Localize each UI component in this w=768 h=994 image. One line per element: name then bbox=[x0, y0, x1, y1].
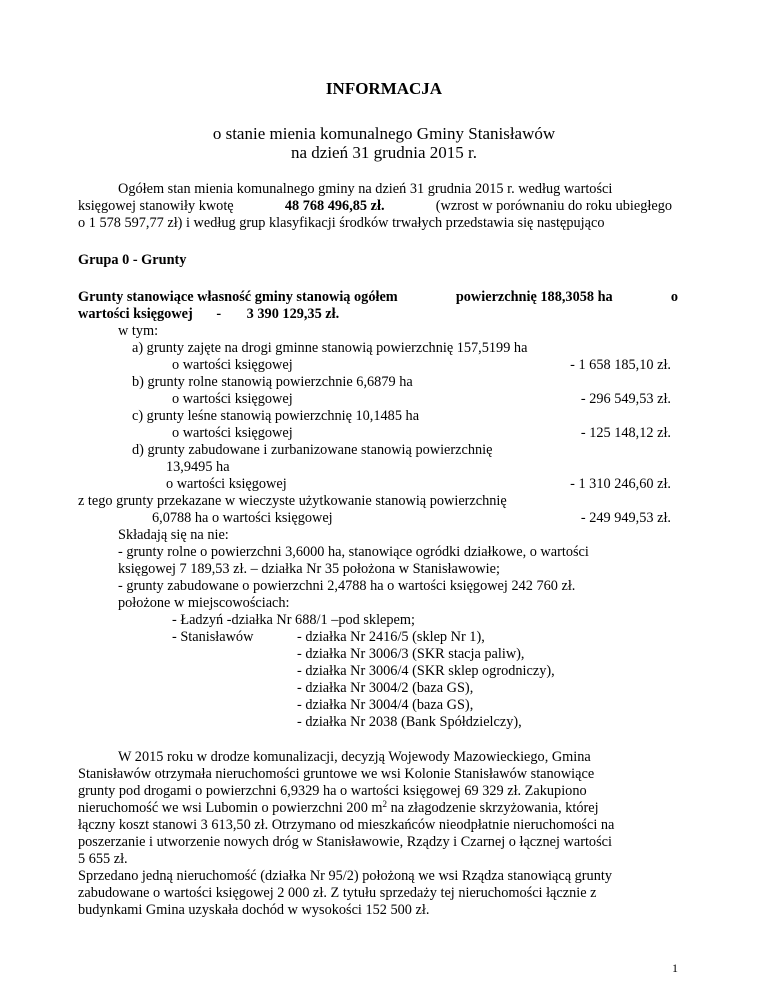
parcel-item: - działka Nr 3006/4 (SKR sklep ogrodniczy), bbox=[297, 663, 555, 679]
para2-line-1 bbox=[118, 749, 680, 766]
para3-line-1: Sprzedano jedną nieruchomość (działka Nr 95/2) położoną we wsi Rządza stanowiącą grunty bbox=[78, 868, 612, 884]
intro-total-amount: 48 768 496,85 zł. bbox=[284, 198, 385, 214]
group-heading: Grupa 0 - Grunty bbox=[78, 252, 187, 268]
summary-text-c: o bbox=[670, 289, 678, 305]
para3-line-3: budynkami Gmina uzyskała dochód w wysokości 152 500 zł. bbox=[78, 902, 430, 918]
composition-row-1a: - grunty rolne o powierzchni 3,6000 ha, stanowiące ogródki działkowe, o wartości bbox=[118, 544, 589, 560]
document-subtitle-2: na dzień 31 grudnia 2015 r. bbox=[290, 143, 477, 162]
location-stanislawow: - Stanisławów bbox=[172, 629, 254, 645]
para2-line-5: łączny koszt stanowi 3 613,50 zł. Otrzymano od mieszkańców nieodpłatnie nieruchomości na bbox=[78, 817, 615, 833]
page-number: 1 bbox=[672, 961, 678, 975]
summary-dash: - bbox=[216, 306, 222, 322]
item-e-value-label: 6,0788 ha o wartości księgowej bbox=[152, 510, 333, 526]
summary-value-label: wartości księgowej bbox=[78, 306, 193, 322]
intro-line-2 bbox=[78, 198, 672, 215]
item-c-description: c) grunty leśne stanowią powierzchnię 10,1485 ha bbox=[132, 408, 420, 424]
para2-line-4 bbox=[78, 800, 599, 817]
para2-line-3: grunty pod drogami o powierzchni 6,9329 ha o wartości księgowej 69 329 zł. Zakupiono bbox=[78, 783, 587, 799]
para2-line-2: Stanisławów otrzymała nieruchomości gruntowe we wsi Kolonie Stanisławów stanowiące bbox=[78, 766, 595, 782]
location-ladzyn: - Ładzyń -działka Nr 688/1 –pod sklepem; bbox=[172, 612, 415, 628]
para2-line-7: 5 655 zł. bbox=[78, 851, 128, 867]
para2-text-1: W 2015 roku w drodze komunalizacji, decyzją Wojewody Mazowieckiego, Gmina bbox=[118, 749, 591, 765]
item-a-value-label: o wartości księgowej bbox=[172, 357, 293, 373]
intro-line-3: o 1 578 597,77 zł) i według grup klasyfikacji środków trwałych przedstawia się następująco bbox=[78, 215, 605, 231]
summary-text-a: Grunty stanowiące własność gminy stanowią ogółem bbox=[78, 289, 398, 305]
composition-row-1b: księgowej 7 189,53 zł. – działka Nr 35 położona w Stanisławowie; bbox=[118, 561, 500, 577]
item-d-value-label: o wartości księgowej bbox=[166, 476, 287, 492]
parcel-item: - działka Nr 3004/2 (baza GS), bbox=[297, 680, 474, 696]
summary-line-2 bbox=[78, 306, 339, 323]
intro-text-a: księgowej stanowiły kwotę bbox=[78, 198, 234, 214]
item-e-description: z tego grunty przekazane w wieczyste użytkowanie stanowią powierzchnię bbox=[78, 493, 507, 509]
para3-line-2: zabudowane o wartości księgowej 2 000 zł. Z tytułu sprzedaży tej nieruchomości łącznie z bbox=[78, 885, 597, 901]
item-d-value: - 1 310 246,60 zł. bbox=[570, 476, 671, 492]
document-title: INFORMACJA bbox=[325, 79, 443, 98]
para2-text-4a: nieruchomość we wsi Lubomin o powierzchni 200 m bbox=[78, 800, 383, 816]
summary-area: powierzchnię 188,3058 ha bbox=[455, 289, 613, 305]
para2-text-4b: na złagodzenie skrzyżowania, której bbox=[387, 800, 599, 816]
item-a-description: a) grunty zajęte na drogi gminne stanowią powierzchnię 157,5199 ha bbox=[132, 340, 528, 356]
parcel-item: - działka Nr 2416/5 (sklep Nr 1), bbox=[297, 629, 485, 645]
summary-value: 3 390 129,35 zł. bbox=[246, 306, 340, 322]
item-b-value-label: o wartości księgowej bbox=[172, 391, 293, 407]
item-a-value: - 1 658 185,10 zł. bbox=[570, 357, 671, 373]
parcel-item: - działka Nr 2038 (Bank Spółdzielczy), bbox=[297, 714, 522, 730]
para2-line-6: poszerzanie i utworzenie nowych dróg w Stanisławowie, Rządzy i Czarnej o łącznej wartości bbox=[78, 834, 612, 850]
composition-row-2b: położone w miejscowościach: bbox=[118, 595, 290, 611]
document-subtitle-1: o stanie mienia komunalnego Gminy Stanisławów bbox=[212, 124, 556, 143]
w-tym-label: w tym: bbox=[118, 323, 159, 339]
item-c-value: - 125 148,12 zł. bbox=[580, 425, 671, 441]
item-b-value: - 296 549,53 zł. bbox=[580, 391, 671, 407]
item-c-value-label: o wartości księgowej bbox=[172, 425, 293, 441]
intro-text-b: (wzrost w porównaniu do roku ubiegłego bbox=[435, 198, 672, 214]
summary-line-1 bbox=[78, 289, 678, 306]
item-e-value: - 249 949,53 zł. bbox=[580, 510, 671, 526]
parcel-item: - działka Nr 3004/4 (baza GS), bbox=[297, 697, 474, 713]
parcel-item: - działka Nr 3006/3 (SKR stacja paliw), bbox=[297, 646, 525, 662]
item-d-area: 13,9495 ha bbox=[166, 459, 230, 475]
intro-line-1: Ogółem stan mienia komunalnego gminy na dzień 31 grudnia 2015 r. według wartości bbox=[118, 181, 613, 197]
superscript-2: 2 bbox=[382, 799, 388, 809]
item-d-description: d) grunty zabudowane i zurbanizowane stanowią powierzchnię bbox=[132, 442, 493, 458]
composition-row-2a: - grunty zabudowane o powierzchni 2,4788 ha o wartości księgowej 242 760 zł. bbox=[118, 578, 576, 594]
composition-intro: Składają się na nie: bbox=[118, 527, 229, 543]
item-b-description: b) grunty rolne stanowią powierzchnie 6,6879 ha bbox=[132, 374, 413, 390]
